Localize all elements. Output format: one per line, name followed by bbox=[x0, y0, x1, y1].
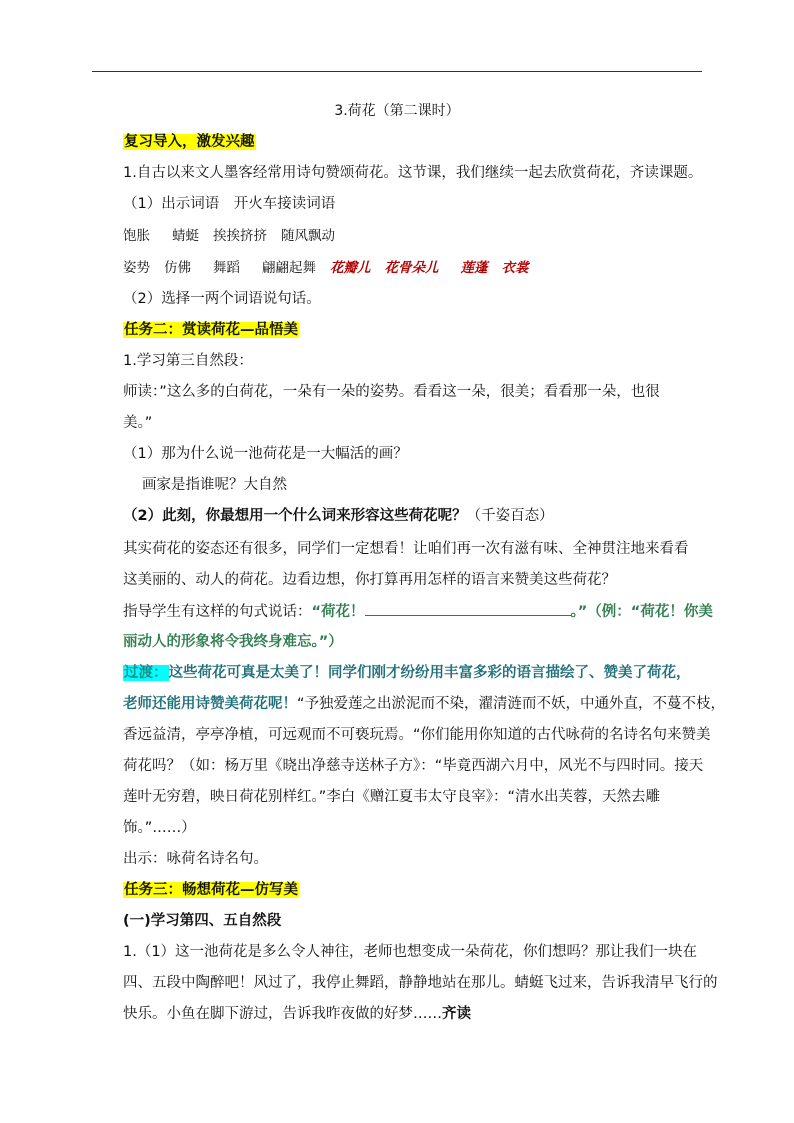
word: 挨挨挤挤 bbox=[213, 228, 267, 244]
text: 指导学生有这样的句式说话： bbox=[123, 604, 312, 620]
text: “予独爱莲之出淤泥而不染，濯清涟而不妖，中通外直，不蔓不枝， bbox=[297, 696, 726, 712]
green-text: “荷花！ bbox=[311, 604, 365, 620]
header-rule bbox=[92, 71, 702, 72]
teal-text: 这些荷花可真是太美了！同学们刚才纷纷用丰富多彩的语言描绘了、赞美了荷花， bbox=[168, 665, 691, 681]
section-heading-review bbox=[123, 132, 256, 152]
paragraph: （1）那为什么说一池荷花是一大幅活的画？ bbox=[123, 446, 408, 462]
transition-label: 过渡： bbox=[124, 665, 168, 681]
paragraph: 饰。”……） bbox=[123, 820, 196, 836]
paragraph: 1.自古以来文人墨客经常用诗句赞颂荷花。这节课，我们继续一起去欣赏荷花，齐读课题。 bbox=[123, 165, 703, 181]
teal-text: 老师还能用诗赞美荷花呢！ bbox=[123, 696, 297, 712]
paragraph: （1）出示词语 开火车接读词语 bbox=[123, 196, 336, 212]
word: 饱胀 bbox=[123, 228, 150, 244]
word: 舞蹈 bbox=[213, 260, 240, 276]
paragraph: 荷花吗？（如：杨万里《晓出净慈寺送林子方》：“毕竟西湖六月中，风光不与四时同。接天 bbox=[123, 758, 704, 774]
word: 蜻蜓 bbox=[172, 228, 199, 244]
paragraph: 画家是指谁呢？大自然 bbox=[142, 477, 287, 493]
text: （千姿百态） bbox=[466, 508, 554, 524]
page-title: 3.荷花（第二课时） bbox=[334, 103, 460, 119]
word: 翩翩起舞 bbox=[262, 260, 316, 276]
word: 仿佛 bbox=[164, 260, 191, 276]
section-heading-task3 bbox=[123, 880, 299, 900]
green-text: 丽动人的形象将令我终身难忘。”） bbox=[123, 634, 343, 650]
section-heading-task2 bbox=[123, 320, 299, 340]
paragraph: 美。” bbox=[123, 415, 153, 431]
word-red: 花骨朵儿 bbox=[384, 260, 439, 276]
paragraph: 这美丽的、动人的荷花。边看边想，你打算再用怎样的语言来赞美这些荷花？ bbox=[123, 572, 616, 588]
blank-line bbox=[365, 601, 571, 616]
word-red: 莲蓬 bbox=[460, 260, 488, 276]
paragraph: 莲叶无穷碧，映日荷花别样红。”李白《赠江夏韦太守良宰》：“清水出芙蓉，天然去雕 bbox=[123, 789, 661, 805]
paragraph: 1.学习第三自然段： bbox=[123, 353, 253, 369]
paragraph: 四、五段中陶醉吧！风过了，我停止舞蹈，静静地站在那儿。蜻蜓飞过来，告诉我清早飞行的 bbox=[123, 975, 718, 991]
paragraph: 其实荷花的姿态还有很多，同学们一定想看！让咱们再一次有滋有味、全神贯注地来看看 bbox=[123, 541, 689, 557]
transition-line-2 bbox=[123, 694, 725, 714]
heading-highlight: 任务二：赏读荷花—品悟美 bbox=[124, 322, 298, 338]
bold-text: （2）此刻，你最想用一个什么词来形容这些荷花呢？ bbox=[123, 508, 467, 524]
text: 快乐。小鱼在脚下游过，告诉我昨夜做的好梦…… bbox=[123, 1006, 442, 1022]
word: 姿势 bbox=[123, 260, 150, 276]
word-row-2 bbox=[123, 258, 529, 278]
paragraph-end bbox=[123, 1004, 471, 1024]
paragraph: 师读：”这么多的白荷花，一朵有一朵的姿势。看看这一朵，很美；看看那一朵，也很 bbox=[123, 384, 660, 400]
word-red: 衣裳 bbox=[501, 260, 529, 276]
paragraph: （2）选择一两个词语说句话。 bbox=[123, 291, 321, 307]
paragraph: 出示：咏荷名诗名句。 bbox=[123, 851, 268, 867]
bold-text: 齐读 bbox=[442, 1006, 471, 1022]
paragraph: 1.（1）这一池荷花是多么令人神往，老师也想变成一朵荷花，你们想吗？那让我们一块在 bbox=[123, 944, 698, 960]
word-row-1 bbox=[123, 226, 335, 246]
sub-heading: (一)学习第四、五自然段 bbox=[123, 913, 282, 929]
paragraph: 香远益清，亭亭净植，可远观而不可亵玩焉。“你们能用你知道的古代咏荷的名诗名句来赞美 bbox=[123, 727, 711, 743]
word-red: 花瓣儿 bbox=[330, 260, 371, 276]
paragraph-green bbox=[123, 632, 343, 652]
heading-highlight: 任务三：畅想荷花—仿写美 bbox=[124, 882, 298, 898]
paragraph-question bbox=[123, 506, 554, 526]
green-text: 。”（例：“荷花！你美 bbox=[570, 604, 713, 620]
paragraph-pattern bbox=[123, 601, 713, 622]
heading-highlight: 复习导入，激发兴趣 bbox=[124, 134, 255, 150]
transition-line-1 bbox=[123, 663, 691, 683]
word: 随风飘动 bbox=[281, 228, 335, 244]
